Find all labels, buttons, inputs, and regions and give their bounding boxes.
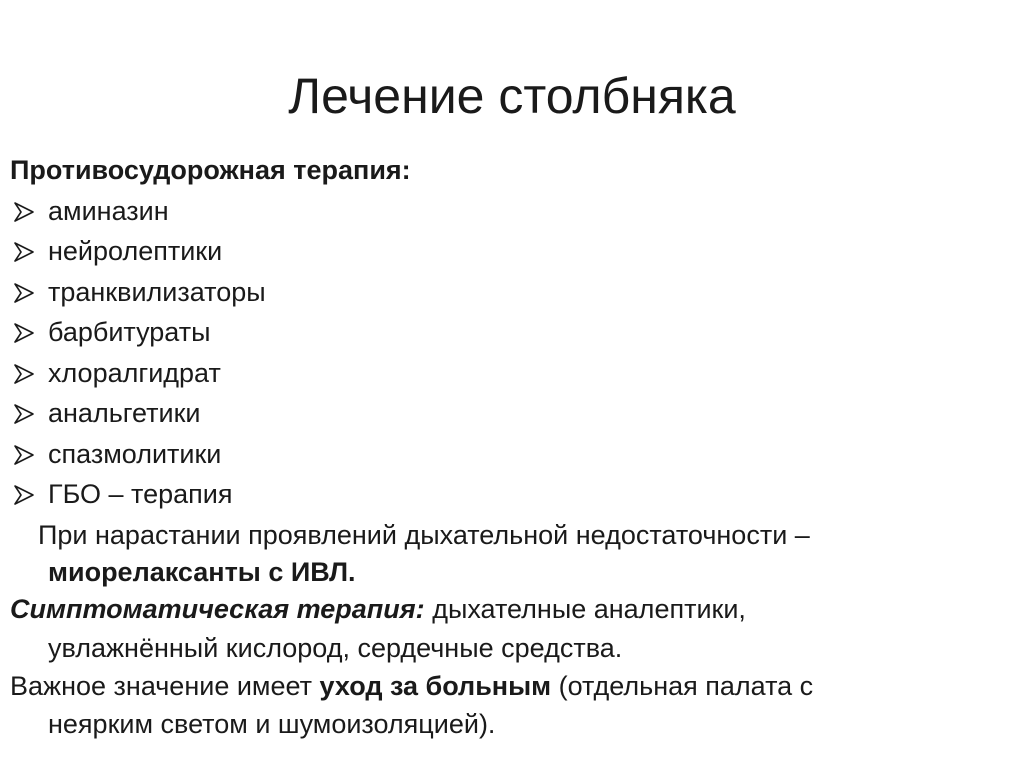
symptomatic-therapy-paragraph	[10, 589, 1010, 666]
list-item-label: анальгетики	[48, 398, 201, 428]
care-bold-text: уход за больным	[319, 670, 552, 701]
anticonvulsant-list	[10, 191, 1010, 515]
arrow-bullet-icon	[12, 402, 36, 426]
symptomatic-therapy-label: Симптоматическая терапия:	[10, 594, 425, 624]
symptomatic-therapy-text-continued: увлажнённый кислород, сердечные средства.	[48, 632, 623, 663]
arrow-bullet-icon	[12, 362, 36, 386]
slide-title: Лечение столбняка	[288, 68, 736, 124]
note-text: При нарастании проявлений дыхательной недостаточности –	[38, 519, 810, 550]
list-item	[10, 434, 1010, 475]
list-item	[10, 272, 1010, 313]
list-item	[10, 312, 1010, 353]
list-item-label: хлоралгидрат	[48, 357, 221, 388]
arrow-bullet-icon	[12, 321, 36, 345]
care-text-after: (отдельная палата с	[551, 670, 814, 701]
list-item-label: транквилизаторы	[48, 276, 266, 307]
list-item	[10, 191, 1010, 232]
list-item	[10, 231, 1010, 272]
list-item-label: барбитураты	[48, 317, 211, 347]
arrow-bullet-icon	[12, 200, 36, 224]
patient-care-paragraph	[10, 666, 1010, 743]
list-item-label: ГБО – терапия	[48, 479, 233, 509]
list-item	[10, 353, 1010, 394]
list-item-label: аминазин	[48, 195, 169, 226]
note-bold-text: миорелаксанты с ИВЛ.	[48, 557, 356, 587]
care-text-before: Важное значение имеет	[10, 670, 320, 701]
arrow-bullet-icon	[12, 443, 36, 467]
arrow-bullet-icon	[12, 240, 36, 264]
list-item-label: нейролептики	[48, 236, 223, 266]
symptomatic-therapy-text: дыхателные аналептики,	[424, 594, 746, 624]
list-item	[10, 393, 1010, 434]
anticonvulsant-therapy-heading: Противосудорожная терапия:	[10, 155, 411, 185]
care-text-continued: неярким светом и шумоизоляцией).	[48, 709, 496, 739]
list-item-label: спазмолитики	[48, 438, 222, 469]
arrow-bullet-icon	[12, 483, 36, 507]
list-item	[10, 474, 1010, 515]
arrow-bullet-icon	[12, 281, 36, 305]
respiratory-failure-note	[10, 515, 1010, 590]
slide-content	[10, 150, 1010, 742]
